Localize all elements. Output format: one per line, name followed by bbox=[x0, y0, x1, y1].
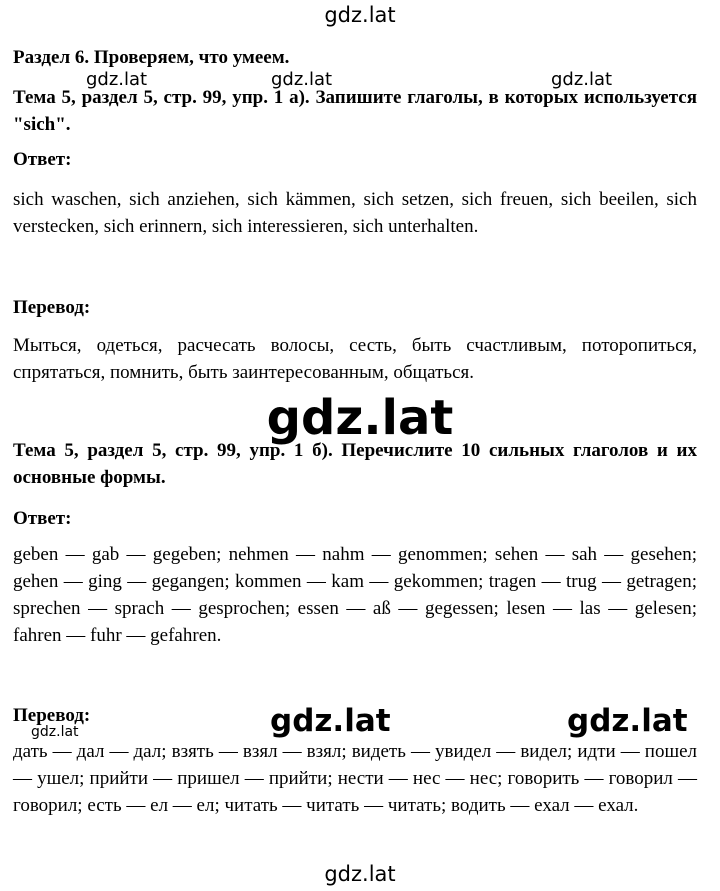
task1-title: Тема 5, раздел 5, стр. 99, упр. 1 а). Запишите глаголы, в которых используется "sich". bbox=[13, 87, 697, 135]
answer2-text: geben — gab — gegeben; nehmen — nahm — genommen; sehen — sah — gesehen; gehen — ging — gegangen; kommen — kam — gekommen; tragen — trug — getragen; sprechen — sprach — gesprochen; essen — aß — gegessen; lesen — las — gelesen; fahren — fuhr — gefahren. bbox=[13, 544, 697, 646]
translation1-label: Перевод: bbox=[13, 297, 91, 318]
watermark-tiny: gdz.lat bbox=[31, 724, 79, 740]
translation1-text: Мыться, одеться, расчесать волосы, сесть, быть счастливым, поторопиться, спрятаться, помнить, быть заинтересованным, общаться. bbox=[13, 335, 697, 383]
watermark-small-3: gdz.lat bbox=[551, 69, 613, 90]
answer2-label: Ответ: bbox=[13, 508, 72, 529]
watermark-top: gdz.lat bbox=[324, 3, 396, 27]
watermark-big-center: gdz.lat bbox=[266, 390, 454, 446]
translation2-text: дать — дал — дал; взять — взял — взял; видеть — увидел — видел; идти — пошел — ушел; прийти — пришел — прийти; нести — нес — нес; говорить — говорил — говорил; есть — ел — ел; читать — читать — читать; водить — ехал — ехал. bbox=[13, 741, 697, 816]
answer1-label: Ответ: bbox=[13, 149, 72, 170]
task2-title: Тема 5, раздел 5, стр. 99, упр. 1 б). Перечислите 10 сильных глаголов и их основные формы. bbox=[13, 440, 697, 488]
section-title: Раздел 6. Проверяем, что умеем. bbox=[13, 47, 290, 68]
watermark-small-1: gdz.lat bbox=[86, 69, 148, 90]
watermark-bottom: gdz.lat bbox=[324, 862, 396, 886]
watermark-small-2: gdz.lat bbox=[271, 69, 333, 90]
watermark-mid-2: gdz.lat bbox=[567, 703, 688, 739]
watermark-mid-1: gdz.lat bbox=[270, 703, 391, 739]
answer1-text: sich waschen, sich anziehen, sich kämmen, sich setzen, sich freuen, sich beeilen, sich verstecken, sich erinnern, sich interessieren, sich unterhalten. bbox=[13, 189, 697, 237]
translation2-label: Перевод: bbox=[13, 705, 91, 726]
